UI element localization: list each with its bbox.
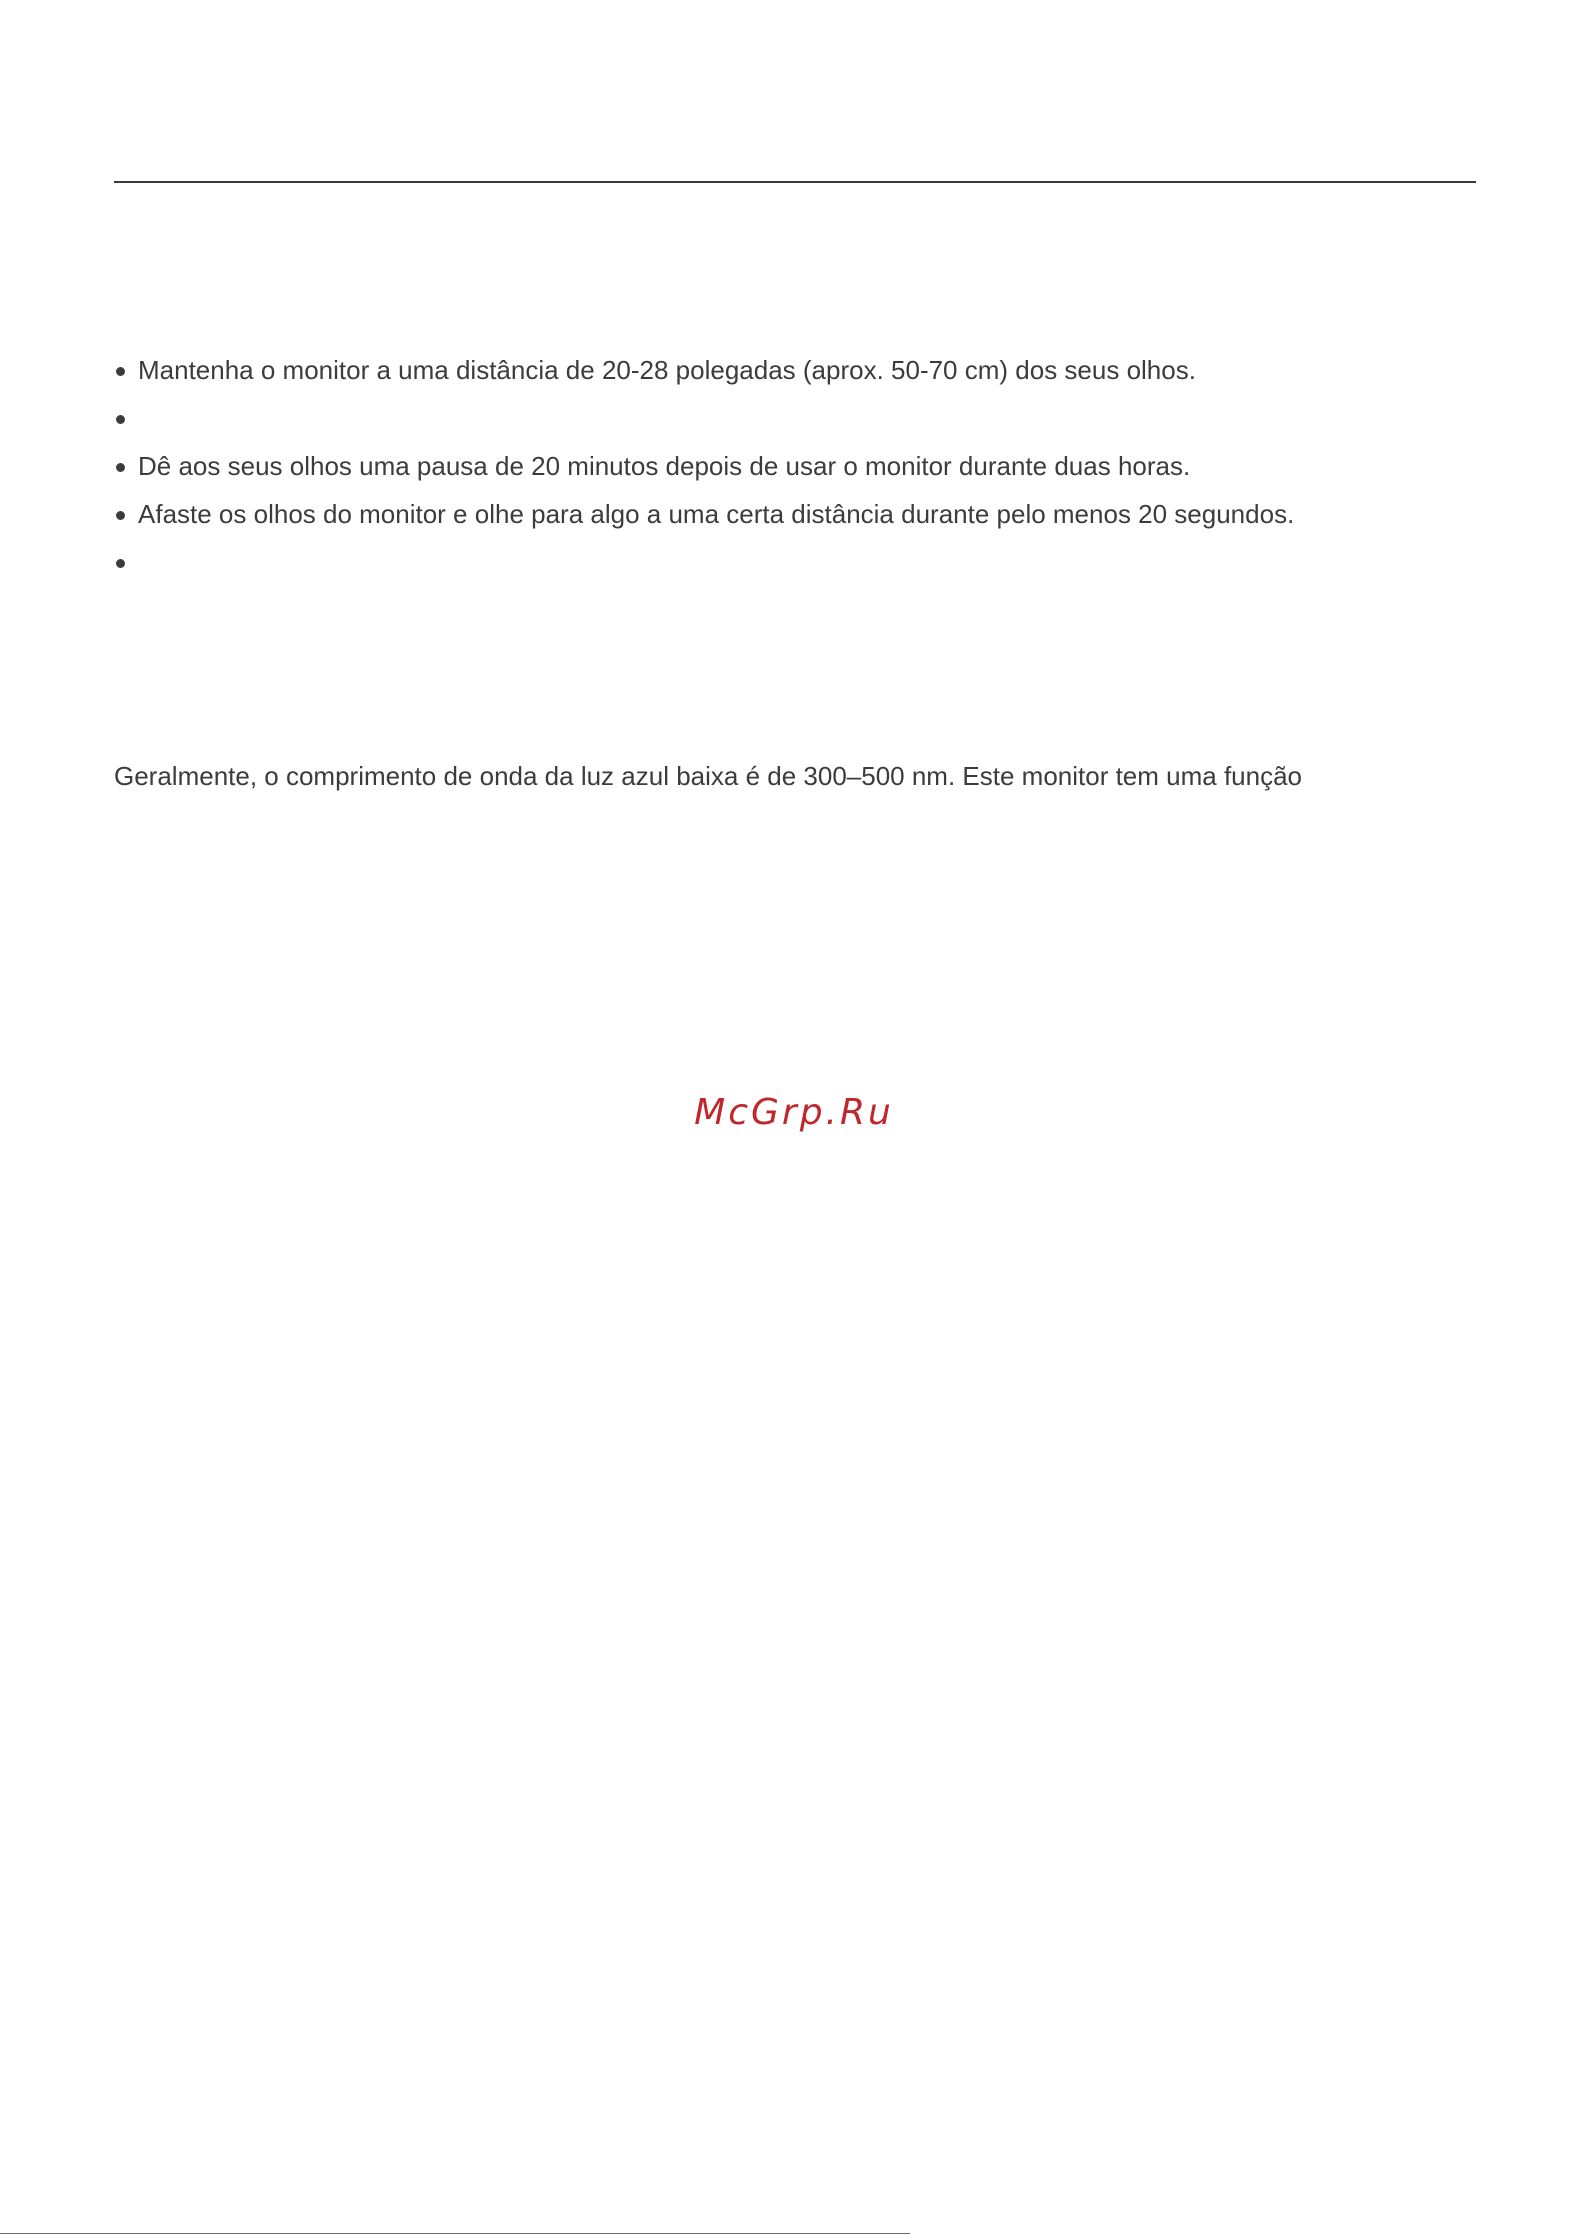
eye-care-tips-list bbox=[114, 346, 1494, 586]
bullet-icon bbox=[116, 463, 125, 472]
blue-light-paragraph: Geralmente, o comprimento de onda da luz azul baixa é de 300–500 nm. Este monitor tem uma função bbox=[114, 761, 1303, 791]
bottom-divider bbox=[0, 2233, 910, 2234]
list-item bbox=[114, 538, 1494, 586]
top-divider bbox=[114, 181, 1476, 183]
list-item-text: Dê aos seus olhos uma pausa de 20 minutos depois de usar o monitor durante duas horas. bbox=[138, 451, 1191, 481]
list-item bbox=[114, 346, 1494, 394]
list-item bbox=[114, 394, 1494, 442]
list-item-text: Afaste os olhos do monitor e olhe para algo a uma certa distância durante pelo menos 20 segundos. bbox=[138, 499, 1295, 529]
bullet-icon bbox=[116, 415, 125, 424]
watermark: McGrp.Ru bbox=[694, 1092, 894, 1133]
list-item bbox=[114, 442, 1494, 490]
bullet-icon bbox=[116, 511, 125, 520]
bullet-icon bbox=[116, 367, 125, 376]
list-item bbox=[114, 490, 1494, 538]
list-item-text: Mantenha o monitor a uma distância de 20-28 polegadas (aprox. 50-70 cm) dos seus olhos. bbox=[138, 355, 1196, 385]
bullet-icon bbox=[116, 559, 125, 568]
